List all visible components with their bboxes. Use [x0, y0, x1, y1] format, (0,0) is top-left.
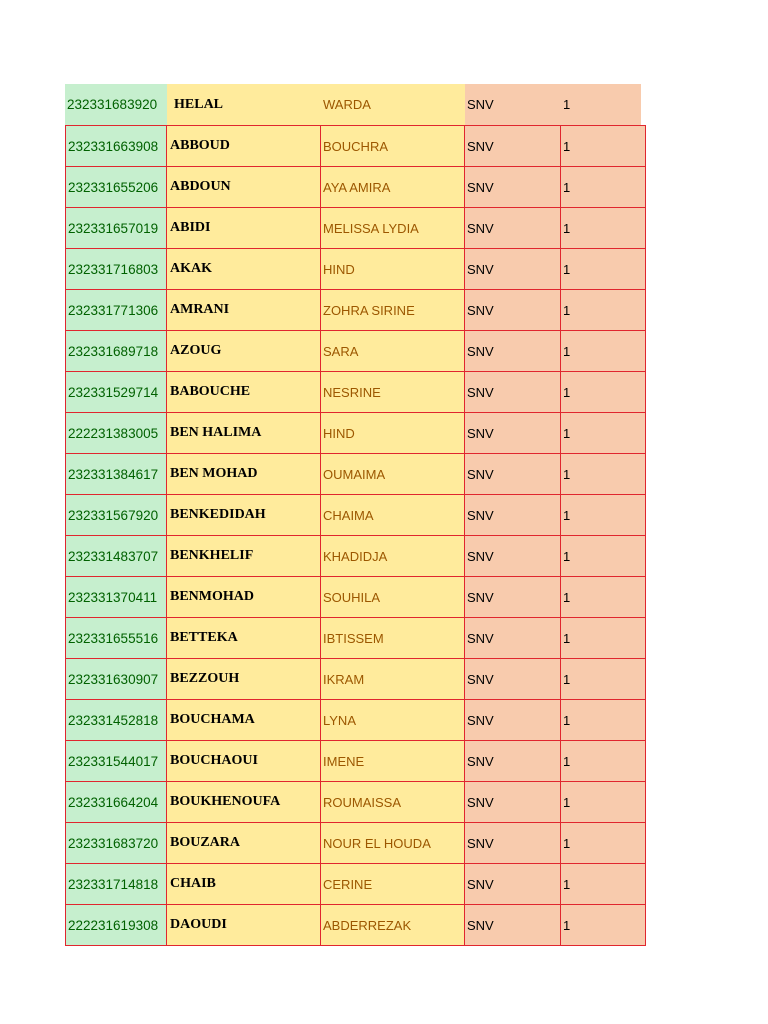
last-name-cell: BOUKHENOUFA: [167, 782, 321, 823]
group-cell: 1: [561, 413, 646, 454]
table-row: [65, 700, 646, 741]
department-cell: SNV: [465, 290, 561, 331]
first-name-cell: IKRAM: [321, 659, 465, 700]
last-name-cell: DAOUDI: [167, 905, 321, 946]
first-name-cell: CERINE: [321, 864, 465, 905]
first-name-cell: BOUCHRA: [321, 125, 465, 167]
table-row: [65, 741, 646, 782]
group-cell: 1: [561, 536, 646, 577]
table-row: [65, 782, 646, 823]
group-cell: 1: [561, 249, 646, 290]
group-cell: 1: [561, 618, 646, 659]
first-name-cell: MELISSA LYDIA: [321, 208, 465, 249]
first-name-cell: OUMAIMA: [321, 454, 465, 495]
first-name-cell: NOUR EL HOUDA: [321, 823, 465, 864]
department-cell: SNV: [465, 454, 561, 495]
student-id-cell: 232331714818: [65, 864, 167, 905]
student-id-cell: 232331529714: [65, 372, 167, 413]
department-cell: SNV: [465, 782, 561, 823]
last-name-cell: HELAL: [167, 84, 321, 125]
table-row: [65, 823, 646, 864]
department-cell: SNV: [465, 741, 561, 782]
department-cell: SNV: [465, 905, 561, 946]
first-name-cell: WARDA: [321, 84, 465, 125]
table-row-top: [65, 84, 646, 125]
last-name-cell: BOUCHAOUI: [167, 741, 321, 782]
student-id-cell: 232331630907: [65, 659, 167, 700]
department-cell: SNV: [465, 700, 561, 741]
last-name-cell: BEN MOHAD: [167, 454, 321, 495]
last-name-cell: BEZZOUH: [167, 659, 321, 700]
department-cell: SNV: [465, 249, 561, 290]
student-id-cell: 222231619308: [65, 905, 167, 946]
last-name-cell: AMRANI: [167, 290, 321, 331]
student-id-cell: 232331370411: [65, 577, 167, 618]
department-cell: SNV: [465, 208, 561, 249]
department-cell: SNV: [465, 167, 561, 208]
student-id-cell: 222231383005: [65, 413, 167, 454]
department-cell: SNV: [465, 577, 561, 618]
table-row: [65, 372, 646, 413]
first-name-cell: HIND: [321, 413, 465, 454]
student-id-cell: 232331664204: [65, 782, 167, 823]
group-cell: 1: [561, 290, 646, 331]
student-id-cell: 232331683920: [65, 84, 167, 125]
group-cell: 1: [561, 208, 646, 249]
table-row: [65, 331, 646, 372]
group-cell: 1: [561, 905, 646, 946]
first-name-cell: LYNA: [321, 700, 465, 741]
group-cell: 1: [561, 331, 646, 372]
department-cell: SNV: [465, 125, 561, 167]
table-row: [65, 208, 646, 249]
table-row: [65, 536, 646, 577]
first-name-cell: AYA AMIRA: [321, 167, 465, 208]
department-cell: SNV: [465, 823, 561, 864]
first-name-cell: IMENE: [321, 741, 465, 782]
table-row: [65, 249, 646, 290]
last-name-cell: BOUCHAMA: [167, 700, 321, 741]
first-name-cell: IBTISSEM: [321, 618, 465, 659]
table-row: [65, 413, 646, 454]
first-name-cell: NESRINE: [321, 372, 465, 413]
first-name-cell: HIND: [321, 249, 465, 290]
group-cell: 1: [561, 782, 646, 823]
student-id-cell: 232331689718: [65, 331, 167, 372]
student-id-cell: 232331663908: [65, 125, 167, 167]
group-cell: 1: [561, 125, 646, 167]
group-cell: 1: [561, 823, 646, 864]
group-cell: 1: [561, 84, 641, 125]
group-cell: 1: [561, 700, 646, 741]
first-name-cell: CHAIMA: [321, 495, 465, 536]
first-name-cell: SOUHILA: [321, 577, 465, 618]
student-id-cell: 232331716803: [65, 249, 167, 290]
last-name-cell: CHAIB: [167, 864, 321, 905]
department-cell: SNV: [465, 372, 561, 413]
group-cell: 1: [561, 577, 646, 618]
last-name-cell: BABOUCHE: [167, 372, 321, 413]
last-name-cell: BOUZARA: [167, 823, 321, 864]
table-row: [65, 454, 646, 495]
department-cell: SNV: [465, 413, 561, 454]
department-cell: SNV: [465, 331, 561, 372]
group-cell: 1: [561, 454, 646, 495]
last-name-cell: AKAK: [167, 249, 321, 290]
student-id-cell: 232331384617: [65, 454, 167, 495]
student-id-cell: 232331655516: [65, 618, 167, 659]
last-name-cell: BENKHELIF: [167, 536, 321, 577]
last-name-cell: AZOUG: [167, 331, 321, 372]
first-name-cell: KHADIDJA: [321, 536, 465, 577]
student-id-cell: 232331452818: [65, 700, 167, 741]
student-table: [65, 84, 646, 946]
last-name-cell: ABDOUN: [167, 167, 321, 208]
table-row: [65, 864, 646, 905]
student-id-cell: 232331567920: [65, 495, 167, 536]
table-row: [65, 167, 646, 208]
group-cell: 1: [561, 864, 646, 905]
student-id-cell: 232331655206: [65, 167, 167, 208]
table-row: [65, 290, 646, 331]
table-row: [65, 577, 646, 618]
student-id-cell: 232331657019: [65, 208, 167, 249]
first-name-cell: ZOHRA SIRINE: [321, 290, 465, 331]
group-cell: 1: [561, 659, 646, 700]
student-id-cell: 232331483707: [65, 536, 167, 577]
group-cell: 1: [561, 167, 646, 208]
department-cell: SNV: [465, 864, 561, 905]
student-id-cell: 232331544017: [65, 741, 167, 782]
last-name-cell: BENMOHAD: [167, 577, 321, 618]
department-cell: SNV: [465, 495, 561, 536]
last-name-cell: BEN HALIMA: [167, 413, 321, 454]
table-row: [65, 659, 646, 700]
department-cell: SNV: [465, 659, 561, 700]
first-name-cell: ROUMAISSA: [321, 782, 465, 823]
department-cell: SNV: [465, 536, 561, 577]
table-row: [65, 125, 646, 167]
department-cell: SNV: [465, 618, 561, 659]
first-name-cell: SARA: [321, 331, 465, 372]
table-row: [65, 495, 646, 536]
group-cell: 1: [561, 741, 646, 782]
last-name-cell: ABIDI: [167, 208, 321, 249]
group-cell: 1: [561, 372, 646, 413]
student-id-cell: 232331771306: [65, 290, 167, 331]
department-cell: SNV: [465, 84, 561, 125]
last-name-cell: BENKEDIDAH: [167, 495, 321, 536]
first-name-cell: ABDERREZAK: [321, 905, 465, 946]
group-cell: 1: [561, 495, 646, 536]
student-id-cell: 232331683720: [65, 823, 167, 864]
table-body: [65, 125, 646, 946]
table-row: [65, 618, 646, 659]
last-name-cell: BETTEKA: [167, 618, 321, 659]
table-row: [65, 905, 646, 946]
last-name-cell: ABBOUD: [167, 125, 321, 167]
